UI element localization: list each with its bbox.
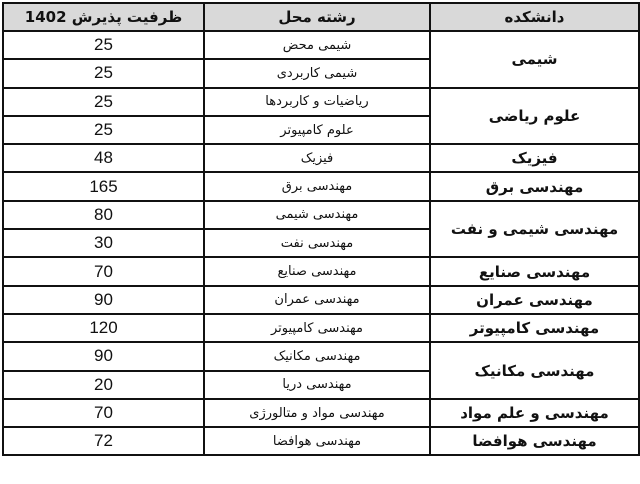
capacity-cell: 20 (3, 371, 204, 399)
major-cell: شیمی محض (204, 31, 430, 59)
major-cell: مهندسی دریا (204, 371, 430, 399)
capacity-cell: 90 (3, 342, 204, 370)
capacity-cell: 165 (3, 172, 204, 200)
capacity-table-container (2, 2, 638, 456)
faculty-cell: مهندسی شیمی و نفت (430, 201, 639, 258)
faculty-cell: شیمی (430, 31, 639, 88)
major-cell: مهندسی شیمی (204, 201, 430, 229)
faculty-cell: فیزیک (430, 144, 639, 172)
major-cell: مهندسی کامپیوتر (204, 314, 430, 342)
major-cell: مهندسی هوافضا (204, 427, 430, 455)
major-cell: فیزیک (204, 144, 430, 172)
faculty-cell: مهندسی عمران (430, 286, 639, 314)
faculty-cell: مهندسی صنایع (430, 257, 639, 285)
table-row (3, 342, 639, 370)
capacity-cell: 90 (3, 286, 204, 314)
table-row (3, 286, 639, 314)
header-capacity: ظرفیت پذیرش 1402 (3, 3, 204, 31)
table-row (3, 257, 639, 285)
table-row (3, 314, 639, 342)
major-cell: مهندسی نفت (204, 229, 430, 257)
admission-capacity-table (2, 2, 640, 456)
capacity-cell: 30 (3, 229, 204, 257)
table-row (3, 201, 639, 229)
faculty-cell: مهندسی برق (430, 172, 639, 200)
table-row (3, 88, 639, 116)
capacity-cell: 25 (3, 59, 204, 87)
faculty-cell: مهندسی کامپیوتر (430, 314, 639, 342)
capacity-cell: 70 (3, 399, 204, 427)
capacity-cell: 72 (3, 427, 204, 455)
faculty-cell: علوم ریاضی (430, 88, 639, 145)
faculty-cell: مهندسی مکانیک (430, 342, 639, 399)
faculty-cell: مهندسی هوافضا (430, 427, 639, 455)
major-cell: ریاضیات و کاربردها (204, 88, 430, 116)
capacity-cell: 25 (3, 31, 204, 59)
table-row (3, 172, 639, 200)
header-major: رشته محل (204, 3, 430, 31)
major-cell: مهندسی برق (204, 172, 430, 200)
capacity-cell: 25 (3, 116, 204, 144)
table-row (3, 144, 639, 172)
faculty-cell: مهندسی و علم مواد (430, 399, 639, 427)
major-cell: مهندسی مکانیک (204, 342, 430, 370)
capacity-cell: 120 (3, 314, 204, 342)
header-faculty: دانشکده (430, 3, 639, 31)
table-row (3, 427, 639, 455)
capacity-cell: 70 (3, 257, 204, 285)
table-header-row (3, 3, 639, 31)
major-cell: علوم کامپیوتر (204, 116, 430, 144)
table-row (3, 399, 639, 427)
capacity-cell: 25 (3, 88, 204, 116)
capacity-cell: 48 (3, 144, 204, 172)
capacity-cell: 80 (3, 201, 204, 229)
major-cell: مهندسی صنایع (204, 257, 430, 285)
major-cell: شیمی کاربردی (204, 59, 430, 87)
major-cell: مهندسی عمران (204, 286, 430, 314)
major-cell: مهندسی مواد و متالورژی (204, 399, 430, 427)
table-row (3, 31, 639, 59)
